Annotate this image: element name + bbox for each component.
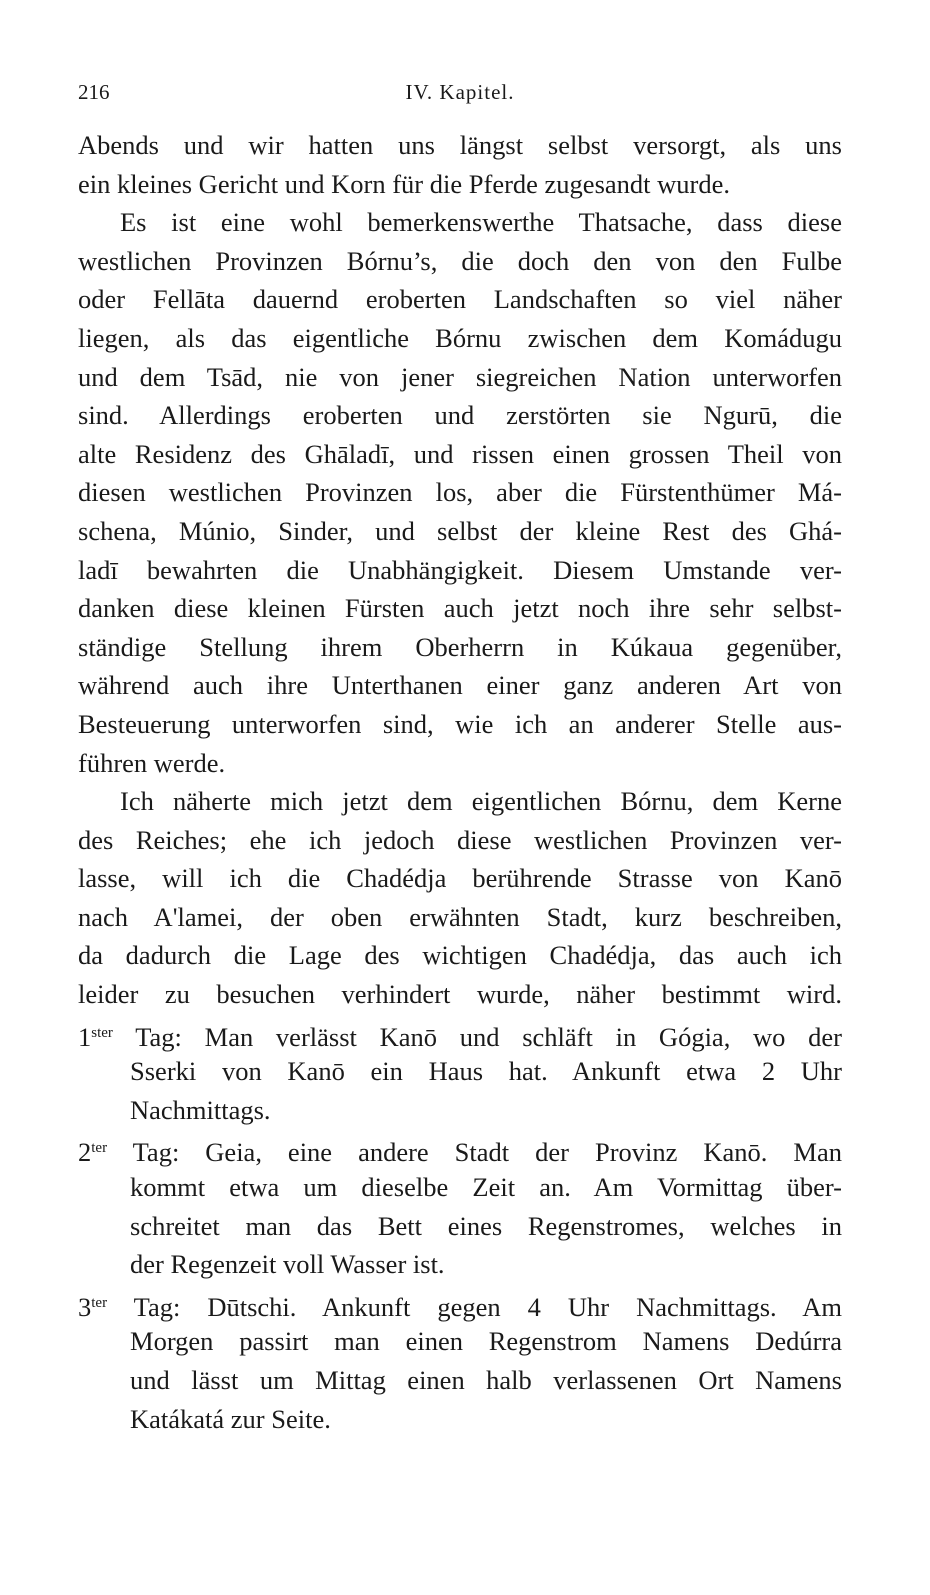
day-entry-line: Nachmittags. xyxy=(130,1094,271,1125)
day-entry-line: schreitet man das Bett eines Regenstromes, welches in xyxy=(130,1210,842,1241)
day-entry-first-line xyxy=(78,1014,842,1053)
day-entry-first-line xyxy=(78,1129,842,1168)
text-line: ladī bewahrten die Unabhängigkeit. Diesem Umstande ver- xyxy=(78,554,842,585)
day-entry-line: Sserki von Kanō ein Haus hat. Ankunft etwa 2 Uhr xyxy=(130,1056,842,1087)
page-header xyxy=(78,80,842,110)
day-text: Tag: Man verlässt Kanō und schläft in Gógia, wo der xyxy=(135,1021,842,1052)
day-entry-line: Katákatá zur Seite. xyxy=(130,1403,331,1434)
text-line: Es ist eine wohl bemerkenswerthe Thatsache, dass diese xyxy=(120,207,842,238)
text-line: während auch ihre Unterthanen einer ganz anderen Art von xyxy=(78,670,842,701)
day-entry-line: Morgen passirt man einen Regenstrom Namens Dedúrra xyxy=(130,1326,842,1357)
text-line: da dadurch die Lage des wichtigen Chadédja, das auch ich xyxy=(78,940,842,971)
text-line: liegen, als das eigentliche Bórnu zwischen dem Komádugu xyxy=(78,322,842,353)
text-line: schena, Múnio, Sinder, und selbst der kleine Rest des Ghá- xyxy=(78,515,842,546)
text-line: westlichen Provinzen Bórnu’s, die doch den von den Fulbe xyxy=(78,245,842,276)
text-line: lasse, will ich die Chadédja berührende Strasse von Kanō xyxy=(78,863,842,894)
day-entry-line: der Regenzeit voll Wasser ist. xyxy=(130,1249,445,1280)
page-number: 216 xyxy=(78,80,110,104)
text-line: ständige Stellung ihrem Oberherrn in Kúkaua gegenüber, xyxy=(78,631,842,662)
text-line: oder Fellāta dauernd eroberten Landschaften so viel näher xyxy=(78,284,842,315)
text-line: Besteuerung unterworfen sind, wie ich an anderer Stelle aus- xyxy=(78,708,842,739)
text-line: führen werde. xyxy=(78,747,226,778)
day-entry-line: kommt etwa um dieselbe Zeit an. Am Vormittag über- xyxy=(130,1172,842,1203)
day-ordinal-suffix: ter xyxy=(91,1140,108,1157)
day-text: Tag: Geia, eine andere Stadt der Provinz Kanō. Man xyxy=(132,1137,842,1168)
day-entry-first-line xyxy=(78,1284,842,1323)
day-ordinal-suffix: ster xyxy=(91,1024,113,1041)
text-line: des Reiches; ehe ich jedoch diese westlichen Provinzen ver- xyxy=(78,824,842,855)
text-line: leider zu besuchen verhindert wurde, näher bestimmt wird. xyxy=(78,979,842,1010)
text-line: und dem Tsād, nie von jener siegreichen Nation unterworfen xyxy=(78,361,842,392)
running-head: IV. Kapitel. xyxy=(405,80,515,104)
text-line: ein kleines Gericht und Korn für die Pferde zugesandt wurde. xyxy=(78,168,730,199)
text-line: Ich näherte mich jetzt dem eigentlichen Bórnu, dem Kerne xyxy=(120,786,842,817)
book-page xyxy=(78,0,842,1595)
text-line: nach A'lamei, der oben erwähnten Stadt, kurz beschreiben, xyxy=(78,901,842,932)
body-text xyxy=(78,126,842,1438)
day-text: Tag: Dūtschi. Ankunft gegen 4 Uhr Nachmittags. Am xyxy=(133,1291,842,1322)
text-line: sind. Allerdings eroberten und zerstörten sie Ngurū, die xyxy=(78,400,842,431)
day-number: 3 xyxy=(78,1291,92,1322)
text-line: danken diese kleinen Fürsten auch jetzt noch ihre sehr selbst- xyxy=(78,593,842,624)
day-number: 2 xyxy=(78,1137,92,1168)
day-number: 1 xyxy=(78,1021,92,1052)
day-entry-line: und lässt um Mittag einen halb verlassenen Ort Namens xyxy=(130,1365,842,1395)
text-line: diesen westlichen Provinzen los, aber die Fürstenthümer Má- xyxy=(78,477,842,508)
day-ordinal-suffix: ter xyxy=(91,1294,108,1311)
text-line: Abends und wir hatten uns längst selbst versorgt, als uns xyxy=(78,130,842,160)
text-line: alte Residenz des Ghāladī, und rissen einen grossen Theil von xyxy=(78,438,842,469)
